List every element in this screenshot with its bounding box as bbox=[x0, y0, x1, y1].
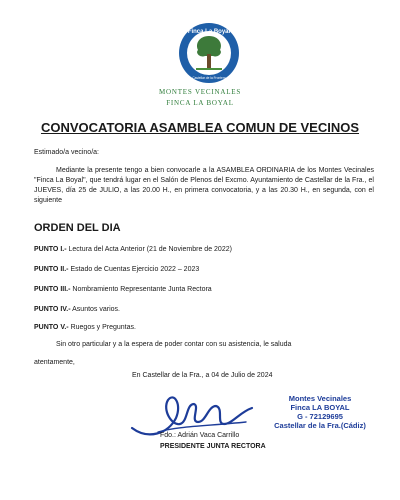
agenda-item-label: PUNTO V.- bbox=[34, 324, 69, 331]
agenda-item bbox=[34, 324, 136, 331]
signer-role: PRESIDENTE JUNTA RECTORA bbox=[160, 443, 266, 450]
agenda-item bbox=[34, 266, 199, 273]
org-name-line2: FINCA LA BOYAL bbox=[166, 99, 234, 107]
closing-word: atentamente, bbox=[34, 359, 75, 366]
agenda-title: ORDEN DEL DIA bbox=[34, 222, 121, 234]
org-name-line1: MONTES VECINALES bbox=[158, 88, 242, 96]
organization-stamp bbox=[266, 394, 374, 430]
agenda-item-label: PUNTO IV.- bbox=[34, 306, 71, 313]
stamp-line: Castellar de la Fra.(Cádiz) bbox=[274, 421, 366, 430]
agenda-item bbox=[34, 246, 232, 253]
place-date: En Castellar de la Fra., a 04 de Julio de 2024 bbox=[132, 372, 273, 379]
convocation-paragraph: Mediante la presente tengo a bien convocarle a la ASAMBLEA ORDINARIA de los Montes Vecinales "Finca La Boyal", que tendrá lugar en el Salón de Plenos del Excmo. Ayuntamiento de Castellar de la Fra., el JUEVES, día 25 de JULIO, a las 20.00 H., en primera convocatoria, y a las 20.30 H., en segunda, con el siguiente bbox=[34, 167, 374, 204]
agenda-item bbox=[34, 306, 120, 313]
finca-la-boyal-logo bbox=[178, 22, 240, 84]
greeting: Estimado/a vecino/a: bbox=[34, 149, 99, 156]
stamp-line: Finca LA BOYAL bbox=[290, 403, 350, 412]
agenda-item-text: Estado de Cuentas Ejercicio 2022 – 2023 bbox=[70, 266, 200, 273]
logo-subtext: Castellar de la Frontera bbox=[192, 76, 226, 80]
agenda-item-text: Ruegos y Preguntas. bbox=[70, 324, 136, 331]
agenda-item-label: PUNTO III.- bbox=[34, 286, 71, 293]
agenda-item-label: PUNTO I.- bbox=[34, 246, 67, 253]
agenda-item bbox=[34, 286, 212, 293]
closing-paragraph: Sin otro particular y a la espera de poder contar con su asistencia, le saluda bbox=[56, 341, 292, 348]
document-title: CONVOCATORIA ASAMBLEA COMUN DE VECINOS bbox=[40, 120, 360, 135]
agenda-item-text: Nombramiento Representante Junta Rectora bbox=[72, 286, 212, 293]
signer-name: Fdo.: Adrián Vaca Carrillo bbox=[160, 432, 240, 439]
logo-text: Finca La Boyal bbox=[187, 29, 231, 35]
agenda-item-text: Asuntos varios. bbox=[72, 306, 120, 313]
stamp-line: Montes Vecinales bbox=[288, 394, 352, 403]
stamp-line: G - 72129695 bbox=[297, 412, 343, 421]
agenda-item-label: PUNTO II.- bbox=[34, 266, 69, 273]
agenda-item-text: Lectura del Acta Anterior (21 de Noviembre de 2022) bbox=[68, 246, 232, 253]
